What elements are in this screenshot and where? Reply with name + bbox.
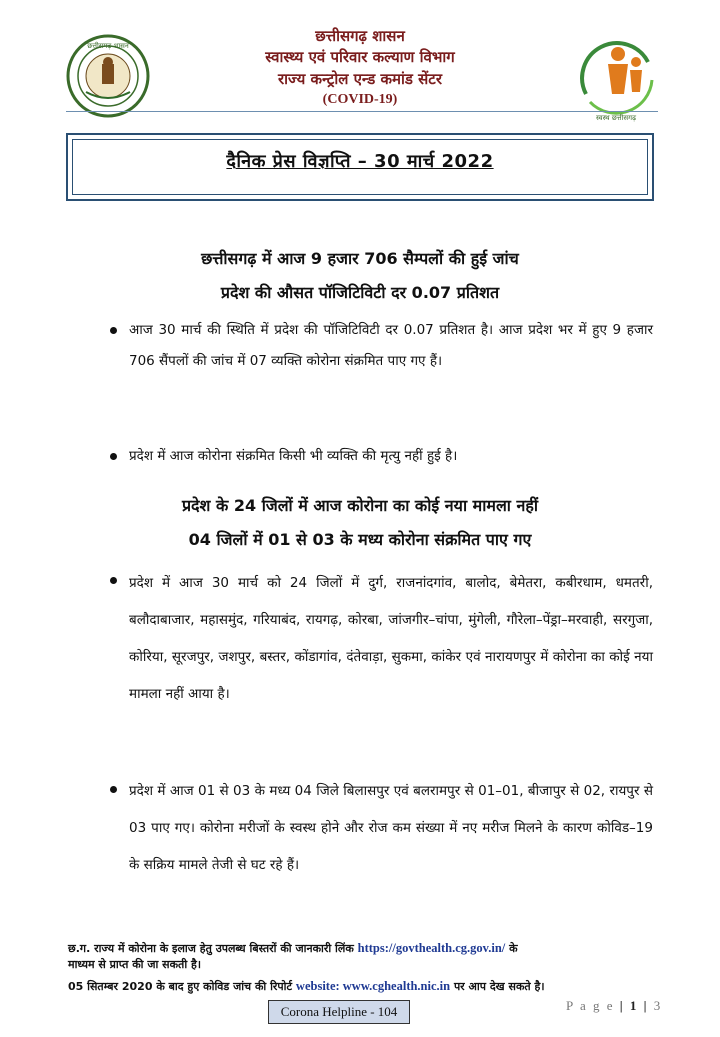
govt-name: छत्तीसगढ़ शासन <box>315 27 405 45</box>
headline-no-new-cases: प्रदेश के 24 जिलों में आज कोरोना का कोई नया मामला नहीं <box>181 496 539 515</box>
page-number: P a g e | 1 | 3 <box>566 998 663 1013</box>
footer-beds-info: छ.ग. राज्य में कोरोना के इलाज हेतु उपलब्ध बिस्तरों की जानकारी लिंक https://govthealth.cg.gov.in/ के <box>68 941 518 955</box>
press-release-title-box <box>66 133 654 201</box>
bullet-district-cases: प्रदेश में आज 01 से 03 के मध्य 04 जिले बिलासपुर एवं बलरामपुर से 01–01, बीजापुर से 02, रायपुर से 03 पाए गए। कोरोना मरीजों के स्वस्थ होने और रोज कम संख्या में नए मरीज मिलने के कारण कोविड–19 के सक्रिय मामले तेजी से घट रहे हैं। <box>129 783 653 873</box>
covid-label: (COVID-19) <box>322 92 398 107</box>
svg-text:छत्तीसगढ़ शासन: छत्तीसगढ़ शासन <box>87 42 129 50</box>
press-release-title: दैनिक प्रेस विज्ञप्ति – 30 मार्च 2022 <box>226 151 494 172</box>
department-name: स्वास्थ्य एवं परिवार कल्याण विभाग <box>265 48 455 66</box>
cg-govt-emblem-icon <box>66 34 150 118</box>
headline-samples: छत्तीसगढ़ में आज 9 हजार 706 सैम्पलों की हुई जांच <box>201 249 519 268</box>
beds-info-link[interactable]: https://govthealth.cg.gov.in/ <box>357 941 506 955</box>
bullet-positivity-rate: आज 30 मार्च की स्थिति में प्रदेश की पॉजिटिविटी दर 0.07 प्रतिशत है। आज प्रदेश भर में हुए 9 हजार 706 सैंपलों की जांच में 07 व्यक्ति कोरोना संक्रमित पाए गए हैं। <box>129 322 653 369</box>
bullet-dot <box>110 786 117 793</box>
corona-helpline-box: Corona Helpline - 104 <box>268 1000 410 1024</box>
svg-text:स्वस्थ छत्तीसगढ़: स्वस्थ छत्तीसगढ़ <box>595 114 637 122</box>
footer-beds-info-cont: माध्यम से प्राप्त की जा सकती है। <box>68 958 202 971</box>
letterhead-text <box>180 26 540 110</box>
footer-report-info: 05 सितम्बर 2020 के बाद हुए कोविड जांच की रिपोर्ट website: www.cghealth.nic.in पर आप देख सकते है। <box>68 979 545 993</box>
bullet-dot <box>110 453 117 460</box>
center-name: राज्य कन्ट्रोल एन्ड कमांड सेंटर <box>278 70 442 88</box>
bullet-district-list: प्रदेश में आज 30 मार्च को 24 जिलों में दुर्ग, राजनांदगांव, बालोद, बेमेतरा, कबीरधाम, धमतरी, बलौदाबाजार, महासमुंद, गरियाबंद, रायगढ़, कोरबा, जांजगीर–चांपा, मुंगेली, गौरेला–पेंड्रा–मरवाही, सरगुजा, कोरिया, सूरजपुर, जशपुर, बस्तर, कोंडागांव, दंतेवाड़ा, सुकमा, कांकेर एवं नारायणपुर में कोरोना का कोई नया मामला नहीं आया है। <box>129 575 653 702</box>
headline-districts-cases: 04 जिलों में 01 से 03 के मध्य कोरोना संक्रमित पाए गए <box>188 530 532 549</box>
headline-positivity: प्रदेश की औसत पॉजिटिविटी दर 0.07 प्रतिशत <box>220 283 500 302</box>
report-website-link[interactable]: website: www.cghealth.nic.in <box>295 979 451 993</box>
header-divider <box>66 111 658 112</box>
letterhead <box>0 12 720 122</box>
bullet-dot <box>110 327 117 334</box>
bullet-dot <box>110 577 117 584</box>
bullet-no-deaths: प्रदेश में आज कोरोना संक्रमित किसी भी व्यक्ति की मृत्यु नहीं हुई है। <box>129 448 458 464</box>
